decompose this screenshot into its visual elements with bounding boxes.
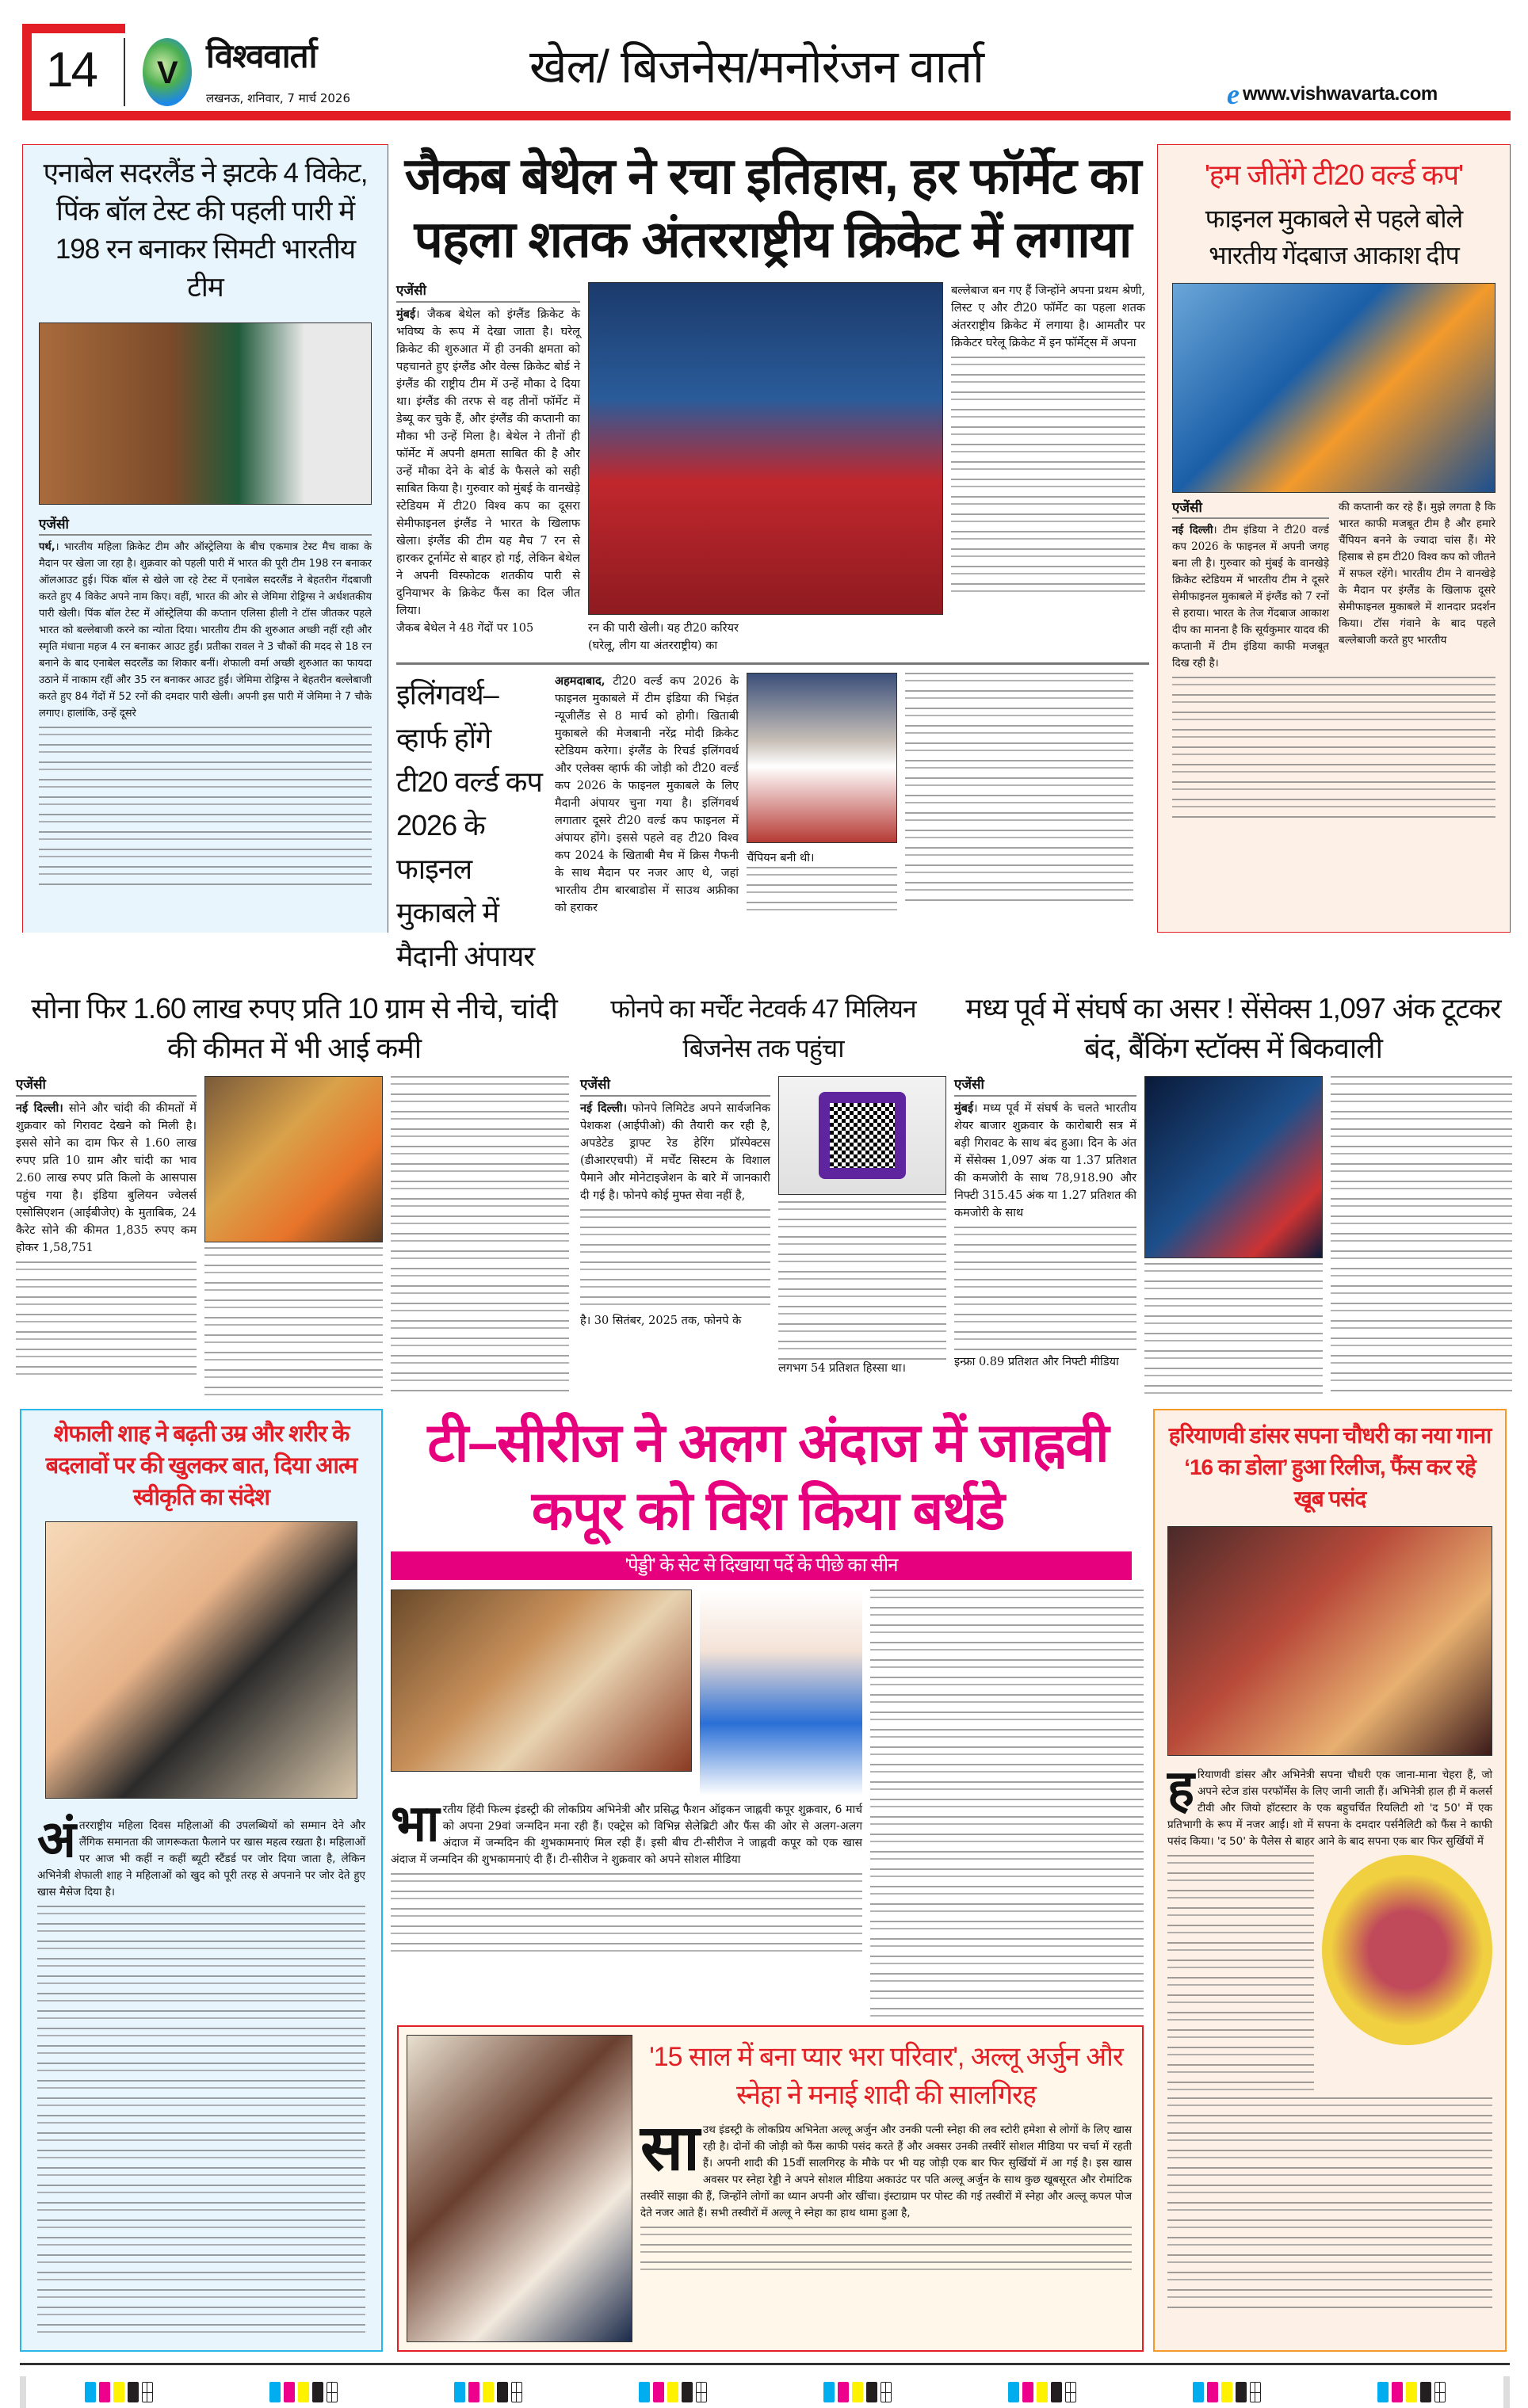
sapna-circle-photo [1322,1855,1492,2045]
page-number: 14 [46,43,96,97]
dateline: लखनऊ, शनिवार, 7 मार्च 2026 [206,91,351,105]
peddi-set-photo [391,1589,692,1772]
color-swatch-magenta [284,2382,295,2402]
color-swatch-black [1420,2382,1431,2402]
color-swatch-black [1236,2382,1247,2402]
color-swatch-magenta [99,2382,110,2402]
headline-gold: सोना फिर 1.60 लाख रुपए प्रति 10 ग्राम से नीचे, चांदी की कीमत में भी आई कमी [31,992,557,1064]
color-swatch-cyan [85,2382,96,2402]
internet-explorer-icon: e [1227,78,1240,110]
color-bar [1193,2382,1261,2402]
crosshair-mark [1065,2382,1076,2402]
crosshair-mark [881,2382,892,2402]
crosshair-mark [511,2382,522,2402]
article-sensex: मध्य पूर्व में संघर्ष का असर ! सेंसेक्स 1,097 अंक टूटकर बंद, बैंकिंग स्टॉक्स में बिकवाली एजेंसी मुंबई। मध्य पूर्व में संघर्ष के चलते भारतीय शेयर बाजार शुक्रवार के कारोबारी सत्र में बड़ी गिरावट के साथ बंद हुआ। दिन के अंत में सेंसेक्स 1,097 अंक या 1.37 प्रतिशत की कमजोरी के साथ 78,918.90 और निफ्टी 315.45 अंक या 1.27 प्रतिशत की कमजोरी के साथ इन्फ्रा 0.89 प्रतिशत और निफ्टी मीडिया [954,989,1512,1394]
color-swatch-black [866,2382,877,2402]
color-swatch-yellow [483,2382,494,2402]
phonepe-qr-device-photo [778,1076,946,1195]
color-swatch-cyan [639,2382,650,2402]
registration-marks [20,2376,1510,2408]
crosshair-mark [696,2382,707,2402]
crosshair-mark [1250,2382,1261,2402]
color-bar [454,2382,522,2402]
stock-chart-photo [1144,1076,1323,1258]
color-swatch-yellow [113,2382,124,2402]
article-umpire: अहमदाबाद, टी20 वर्ल्ड कप 2026 के फाइनल मुकाबले में टीम इंडिया की भिड़ंत न्यूजीलैंड से 8 मार्च को होगी। खिताबी मुकाबले की मेजबानी नरेंद्र मोदी क्रिकेट स्टेडियम करेगा। इंग्लैंड के रिचर्ड इलिंगवर्थ और एलेक्स व्हार्फ की जोड़ी को टी20 वर्ल्ड कप 2026 के फाइनल मुकाबले के लिए मैदानी अंपायर चुना गया है। इलिंगवर्थ लगातार दूसरे टी20 वर्ल्ड कप फाइनल में अंपायर होंगे। इससे पहले वह टी20 विश्व कप 2024 के खिताबी मैच में क्रिस गैफनी के साथ मैदान पर नजर आए थे, जहां भारतीय टीम बारबाडोस में साउथ अफ्रीका को हराकर [555,674,739,914]
jewellery-photo [204,1076,383,1242]
article-shefali: शेफाली शाह ने बढ़ती उम्र और शरीर के बदलावों पर की खुलकर बात, दिया आत्म स्वीकृति का संदेश अंतरराष्ट्रीय महिला दिवस महिलाओं की उपलब्धियों को सम्मान देने और लैंगिक समानता की जागरूकता फैलाने पर खास महत्व रखता है। महिलाओं पर आज भी कहीं न कहीं ब्यूटी स्टैंडर्ड पर जोर दिया जाता है, लेकिन अभिनेत्री शेफाली शाह ने महिलाओं को खुद को पूरी तरह से अपनाने पर जोर देते हुए खास मैसेज दिया है। [20,1409,383,2352]
color-swatch-yellow [852,2382,863,2402]
center-sports: जैकब बेथेल ने रचा इतिहास, हर फॉर्मेट का पहला शतक अंतरराष्ट्रीय क्रिकेट में लगाया एजेंसी मुंबई। जैकब बेथेल को इंग्लैंड क्रिकेट के भविष्य के रूप में देखा जाता है। घरेलू क्रिकेट की शुरुआत में ही उनकी क्षमता को पहचानते हुए इंग्लैंड और वेल्स क्रिकेट बोर्ड ने इंग्लैंड की राष्ट्रीय टीम में उन्हें मौका दे दिया था। इंग्लैंड की तरफ से वह तीनों फॉर्मेट में डेब्यू कर चुके हैं, और इंग्लैंड की कप्तानी का मौका भी उन्हें मिला है। बेथेल ने तीनों ही फॉर्मेट में अपनी क्षमता साबित की है और उन्हें मौका देने के बोर्ड के फैसले को सही साबित किया है। गुरुवार को मुंबई के वानखेड़े स्टेडियम में टी20 विश्व कप का दूसरा सेमीफाइनल इंग्लैंड ने भारत के खिलाफ खेला। इंग्लैंड की टीम यह मैच 7 रन से हारकर टूर्नामेंट से बाहर हो गई, लेकिन बेथेल ने अपनी विस्फोटक शतकीय पारी से दुनियाभर के क्रिकेट फैंस का दिल जीत लिया। जैकब बेथेल ने 48 गेंदों पर 105 रन की पारी खेली। यह टी20 करियर (घरेलू, लीग या अंतरराष्ट्रीय) का बल्लेबाज बन गए हैं जिन्होंने अपना प्रथम श्रेणी, लिस्ट ए और टी20 फॉर्मेट का पहला शतक अंतरराष्ट्रीय क्रिकेट में लगाया है। आमतौर पर क्रिकेटर घरेलू क्रिकेट में इन फॉर्मेट्स में अपना इलिंगवर्थ–व्हार्फ होंगे टी20 वर्ल्ड कप 2026 के फाइनल मुकाबले में मैदानी अंपायर अहमदाबाद, टी20 वर्ल्ड कप 2026 के फाइनल मुकाबले में टीम इंडिया की भिड़ंत न्यूजीलैंड से 8 मार्च को होगी। खिताबी मुकाबले की मेजबानी नरेंद्र मोदी क्रिकेट स्टेडियम करेगा। इंग्लैंड के रिचर्ड इलिंगवर्थ और एलेक्स व्हार्फ की जोड़ी को टी20 वर्ल्ड कप 2026 के फाइनल मुकाबले के लिए मैदानी अंपायर चुना गया है। इलिंगवर्थ लगातार दूसरे टी20 वर्ल्ड कप फाइनल में अंपायर होंगे। इससे पहले वह टी20 विश्व कप 2024 के खिताबी मैच में क्रिस गैफनी के साथ मैदान पर नजर आए थे, जहां भारतीय टीम बारबाडोस में साउथ अफ्रीका को हराकर चैंपियन बनी थी। [396,144,1149,978]
article-bethell-col3: बल्लेबाज बन गए हैं जिन्होंने अपना प्रथम श्रेणी, लिस्ट ए और टी20 फॉर्मेट का पहला शतक अंतरराष्ट्रीय क्रिकेट में लगाया है। आमतौर पर क्रिकेटर घरेलू क्रिकेट में इन फॉर्मेट्स में अपना [951,282,1145,594]
color-bar [1008,2382,1076,2402]
color-swatch-magenta [1207,2382,1218,2402]
color-swatch-yellow [1406,2382,1417,2402]
color-swatch-magenta [1392,2382,1403,2402]
row-business [16,989,1512,1398]
color-swatch-cyan [1193,2382,1204,2402]
color-swatch-cyan [269,2382,281,2402]
article-bethell-col1: एजेंसी मुंबई। जैकब बेथेल को इंग्लैंड क्रिकेट के भविष्य के रूप में देखा जाता है। घरेलू क्रिकेट की शुरुआत में ही उनकी क्षमता को पहचानते हुए इंग्लैंड और वेल्स क्रिकेट बोर्ड ने इंग्लैंड की राष्ट्रीय टीम में उन्हें मौका दे दिया था। इंग्लैंड की तरफ से वह तीनों फॉर्मेट में डेब्यू कर चुके हैं, और इंग्लैंड की कप्तानी का मौका भी उन्हें मिला है। बेथेल ने तीनों ही फॉर्मेट में अपनी क्षमता साबित की है और उन्हें मौका देने के बोर्ड के फैसले को सही साबित किया है। गुरुवार को मुंबई के वानखेड़े स्टेडियम में टी20 विश्व कप का दूसरा सेमीफाइनल इंग्लैंड ने भारत के खिलाफ खेला। इंग्लैंड की टीम यह मैच 7 रन से हारकर टूर्नामेंट से बाहर हो गई, लेकिन बेथेल ने अपनी विस्फोटक शतकीय पारी से दुनियाभर के क्रिकेट फैंस का दिल जीत लिया। जैकब बेथेल ने 48 गेंदों पर 105 [396,283,580,635]
umpire-photo [747,673,897,843]
website-link[interactable]: e www.vishwavarta.com [1227,78,1438,110]
color-bar [85,2382,153,2402]
article-women-test: एनाबेल सदरलैंड ने झटके 4 विकेट, पिंक बॉल टेस्ट की पहली पारी में 198 रन बनाकर सिमटी भारतीय टीम एजेंसी पर्थ,। भारतीय महिला क्रिकेट टीम और ऑस्ट्रेलिया के बीच एकमात्र टेस्ट मैच वाका के मैदान पर खेला जा रहा है। शुक्रवार को पहली पारी में भारत की पूरी टीम 198 रन बनाकर ऑलआउट हुई। पिंक बॉल से खेले जा रहे टेस्ट में एनाबेल सदरलैंड ने बेहतरीन गेंदबाजी करते हुए 4 विकेट अपने नाम किए। वहीं, भारत की ओर से जेमिमा रोड्रिग्स ने अर्धशतकीय पारी खेली। पिंक बॉल टेस्ट में ऑस्ट्रेलिया की कप्तान एलिसा हीली ने टॉस जीतकर पहले भारत को बल्लेबाजी करने का न्योता दिया। भारतीय टीम की शुरुआत अच्छी नहीं रही और स्मृति मंधाना महज 4 रन बनाकर आउट हुईं। प्रतीका रावल ने 3 चौकों की मदद से 18 रन बनाने के बाद एनाबेल सदरलैंड का शिकार बनीं। शेफाली वर्मा अच्छी शुरुआत का फायदा उठाने में नाकाम रहीं और 35 रन बनाकर आउट हुईं। जेमिमा रोड्रिग्स ने बेहतरीन बल्लेबाजी करते हुए 84 गेंदों में 52 रनों की दमदार पारी खेली। अपनी इस पारी में जेमिमा ने 7 चौके लगाए। हालांकि, उन्हें दूसरे [22,144,388,933]
masthead-title: विश्ववार्ता [206,37,317,74]
crosshair-mark [142,2382,153,2402]
article-phonepe: फोनपे का मर्चेंट नेटवर्क 47 मिलियन बिजनेस तक पहुंचा एजेंसी नई दिल्ली। फोनपे लिमिटेड अपने सार्वजनिक पेशकश (आईपीओ) की तैयारी कर रही है, अपडेटेड ड्राफ्ट रेड हेरिंग प्रॉस्पेक्टस (डीआरएचपी) में मर्चेंट सिस्टम के विशाल पैमाने और मोनेटाइजेशन के बारे में जानकारी दी गई है। फोनपे कोई मुफ्त सेवा नहीं है, है। 30 सितंबर, 2025 तक, फोनपे के लगभग 54 प्रतिशत हिस्सा था। [580,989,946,1377]
row-sports [16,144,1512,978]
color-bar [639,2382,707,2402]
color-swatch-cyan [454,2382,465,2402]
color-swatch-yellow [1037,2382,1048,2402]
row-entertainment [16,1409,1512,2352]
color-swatch-magenta [838,2382,849,2402]
headline-sensex: मध्य पूर्व में संघर्ष का असर ! सेंसेक्स 1,097 अंक टूटकर बंद, बैंकिंग स्टॉक्स में बिकवाली [965,992,1501,1064]
article-allu-arjun: '15 साल में बना प्यार भरा परिवार', अल्लू अर्जुन और स्नेहा ने मनाई शादी की सालगिरह साउथ इंडस्ट्री के लोकप्रिय अभिनेता अल्लू अर्जुन और उनकी पत्नी स्नेहा की लव स्टोरी हमेशा से लोगों के लिए खास रही है। दोनों की जोड़ी को फैंस काफी पसंद करते हैं और अक्सर उनकी तस्वीरें सोशल मीडिया पर चर्चा में रहती हैं। अपनी शादी की 15वीं सालगिरह के मौके पर भी यह जोड़ी एक बार फिर सुर्खियों में आ गई है। इस खास अवसर पर स्नेहा रेड्डी ने अपने सोशल मीडिया अकाउंट पर पति अल्लू अर्जुन के साथ कुछ खूबसूरत और रोमांटिक तस्वीरें साझा की हैं, जिन्होंने लोगों का ध्यान अपनी ओर खींचा। इंस्टाग्राम पर पोस्ट की गई तस्वीरों में स्नेहा और अल्लू कपल पोज देते नजर आते हैं। सभी तस्वीरों में अल्लू ने स्नेहा का हाथ थामा हुआ है, [397,2025,1144,2352]
color-swatch-black [128,2382,139,2402]
color-swatch-cyan [823,2382,835,2402]
color-swatch-black [497,2382,508,2402]
tseries-banner: 'पेड्डी' के सेट से दिखाया पर्दे के पीछे का सीन [391,1551,1132,1580]
sapna-photo [1167,1526,1492,1756]
headline: एनाबेल सदरलैंड ने झटके 4 विकेट, पिंक बॉल टेस्ट की पहली पारी में 198 रन बनाकर सिमटी भारतीय टीम [43,158,368,303]
color-swatch-magenta [1022,2382,1033,2402]
crosshair-mark [1434,2382,1446,2402]
article-gold: सोना फिर 1.60 लाख रुपए प्रति 10 ग्राम से नीचे, चांदी की कीमत में भी आई कमी एजेंसी नई दिल्ली। सोने और चांदी की कीमतों में शुक्रवार को गिरावट देखने को मिली है। इससे सोने का दाम फिर से 1.60 लाख रुपए प्रति 10 ग्राम और चांदी का भाव 2.60 लाख रुपए प्रति किलो के आसपास पहुंच गया है। इंडिया बुलियन ज्वेलर्स एसोसिएशन (आईबीजेए) के मुताबिक, 24 कैरेट सोने की कीमत 1,835 रुपए कम होकर 1,58,751 [16,989,572,1398]
color-bar [269,2382,338,2402]
team-india-photo [1172,283,1496,493]
crosshair-mark [327,2382,338,2402]
color-bar [1377,2382,1446,2402]
color-swatch-magenta [468,2382,479,2402]
color-swatch-black [1051,2382,1062,2402]
color-swatch-yellow [667,2382,678,2402]
color-swatch-yellow [298,2382,309,2402]
color-bar [823,2382,892,2402]
bethell-photo [588,282,943,615]
headline-phonepe: फोनपे का मर्चेंट नेटवर्क 47 मिलियन बिजनेस तक पहुंचा [610,994,916,1063]
janhvi-kapoor-photo [700,1589,862,1796]
article-akashdeep: 'हम जीतेंगे टी20 वर्ल्ड कप' फाइनल मुकाबले से पहले बोले भारतीय गेंदबाज आकाश दीप एजेंसी नई दिल्ली। टीम इंडिया ने टी20 वर्ल्ड कप 2026 के फाइनल में अपनी जगह बना ली है। गुरुवार को मुंबई के वानखेड़े क्रिकेट स्टेडियम में भारतीय टीम ने दूसरे सेमीफाइनल मुकाबले में इंग्लैंड को 7 रनों से हराया। भारत के तेज गेंदबाज आकाश दीप का मानना है कि सूर्यकुमार यादव की कप्तानी में टीम इंडिया काफी मजबूत दिख रही है। की कप्तानी कर रहे हैं। मुझे लगता है कि भारत काफी मजबूत टीम है और हमारे चैंपियन बनने के ज्यादा चांस हैं। मेरे हिसाब से हम टी20 विश्व कप को जीतने में सफल रहेंगे। भारतीय टीम ने वानखेड़े के मैदान पर इंग्लैंड के खिलाफ दूसरे सेमीफाइनल मुकाबले में शानदार प्रदर्शन किया। टॉस गंवाने के बाद पहले बल्लेबाजी करते हुए भारतीय [1157,144,1511,933]
color-swatch-yellow [1221,2382,1232,2402]
headline-tseries: टी–सीरीज ने अलग अंदाज में जाह्नवी कपूर को विश किया बर्थडे [427,1413,1109,1541]
masthead [22,24,1511,120]
logo-icon: V [143,38,192,106]
section-title: खेल/ बिजनेस/मनोरंजन वार्ता [529,41,984,93]
color-swatch-black [312,2382,323,2402]
article-sapna-chaudhary: हरियाणवी डांसर सपना चौधरी का नया गाना ‘16 का डोला’ हुआ रिलीज, फैंस कर रहे खूब पसंद हरियाणवी डांसर और अभिनेत्री सपना चौधरी एक जाना-माना चेहरा हैं, जो अपने स्टेज डांस परफॉर्मेंस के लिए जानी जाती हैं। अभिनेत्री हाल ही में कलर्स टीवी और जियो हॉटस्टार के एक बहुचर्चित रियलिटी शो 'द 50' में एक प्रतिभागी के रूप में नजर आईं। शो में सपना के दमदार पर्सनैलिटी को फैंस ने काफी पसंद किया। 'द 50' के पैलेस से बाहर आने के बाद सपना एक बार फिर सुर्खियों में [1153,1409,1507,2352]
shefali-photo [45,1521,357,1799]
color-swatch-magenta [653,2382,664,2402]
allu-arjun-sneha-photo [407,2035,632,2342]
color-swatch-cyan [1008,2382,1019,2402]
color-swatch-black [682,2382,693,2402]
headline-umpire: इलिंगवर्थ–व्हार्फ होंगे टी20 वर्ल्ड कप 2026 के फाइनल मुकाबले में मैदानी अंपायर [396,678,542,972]
center-entertainment: टी–सीरीज ने अलग अंदाज में जाह्नवी कपूर को विश किया बर्थडे 'पेड्डी' के सेट से दिखाया पर्दे के पीछे का सीन भारतीय हिंदी फिल्म इंडस्ट्री की लोकप्रिय अभिनेत्री और प्रसिद्ध फैशन ऑइकन जाह्नवी कपूर शुक्रवार, 6 मार्च को अपना 29वां जन्मदिन मना रही हैं। एक्ट्रेस को विभिन्न सेलेब्रिटी और फैंस की ओर से अलग-अलग अंदाज में जन्मदिन की शुभकामनाएं मिल रही हैं। इसी बीच टी-सीरीज ने जाह्नवी कपूर को एक खास अंदाज में जन्मदिन की शुभकामनाएं दी हैं। टी-सीरीज ने शुक्रवार को अपने सोशल मीडिया '15 साल में बना प्यार भरा परिवार', अल्लू अर्जुन और स्नेहा ने मनाई शादी की सालगिरह साउथ इंडस्ट्री के लोकप्रिय अभिनेता अल्लू अर्जुन और उनकी पत्नी स्नेहा की लव स्टोरी हमेशा से लोगों के लिए खास रही है। दोनों की जोड़ी को फैंस काफी पसंद करते हैं और अक्सर उनकी तस्वीरें सोशल मीडिया पर चर्चा में रहती हैं। अपनी शादी की 15वीं सालगिरह के मौके पर भी यह जोड़ी एक बार फिर सुर्खियों में आ गई है। इस खास अवसर पर स्नेहा रेड्डी ने अपने सोशल मीडिया अकाउंट पर पति अल्लू अर्जुन के साथ कुछ खूबसूरत और रोमांटिक तस्वीरें साझा की हैं, जिन्होंने लोगों का ध्यान अपनी ओर खींचा। इंस्टाग्राम पर पोस्ट की गई तस्वीरों में स्नेहा और अल्लू कपल पोज देते नजर आते हैं। सभी तस्वीरों में अल्लू ने स्नेहा का हाथ थामा हुआ है, [391,1409,1145,2352]
color-swatch-cyan [1377,2382,1389,2402]
headline-bethell: जैकब बेथेल ने रचा इतिहास, हर फॉर्मेट का पहला शतक अंतरराष्ट्रीय क्रिकेट में लगाया [404,147,1141,268]
cricket-photo [39,322,372,505]
